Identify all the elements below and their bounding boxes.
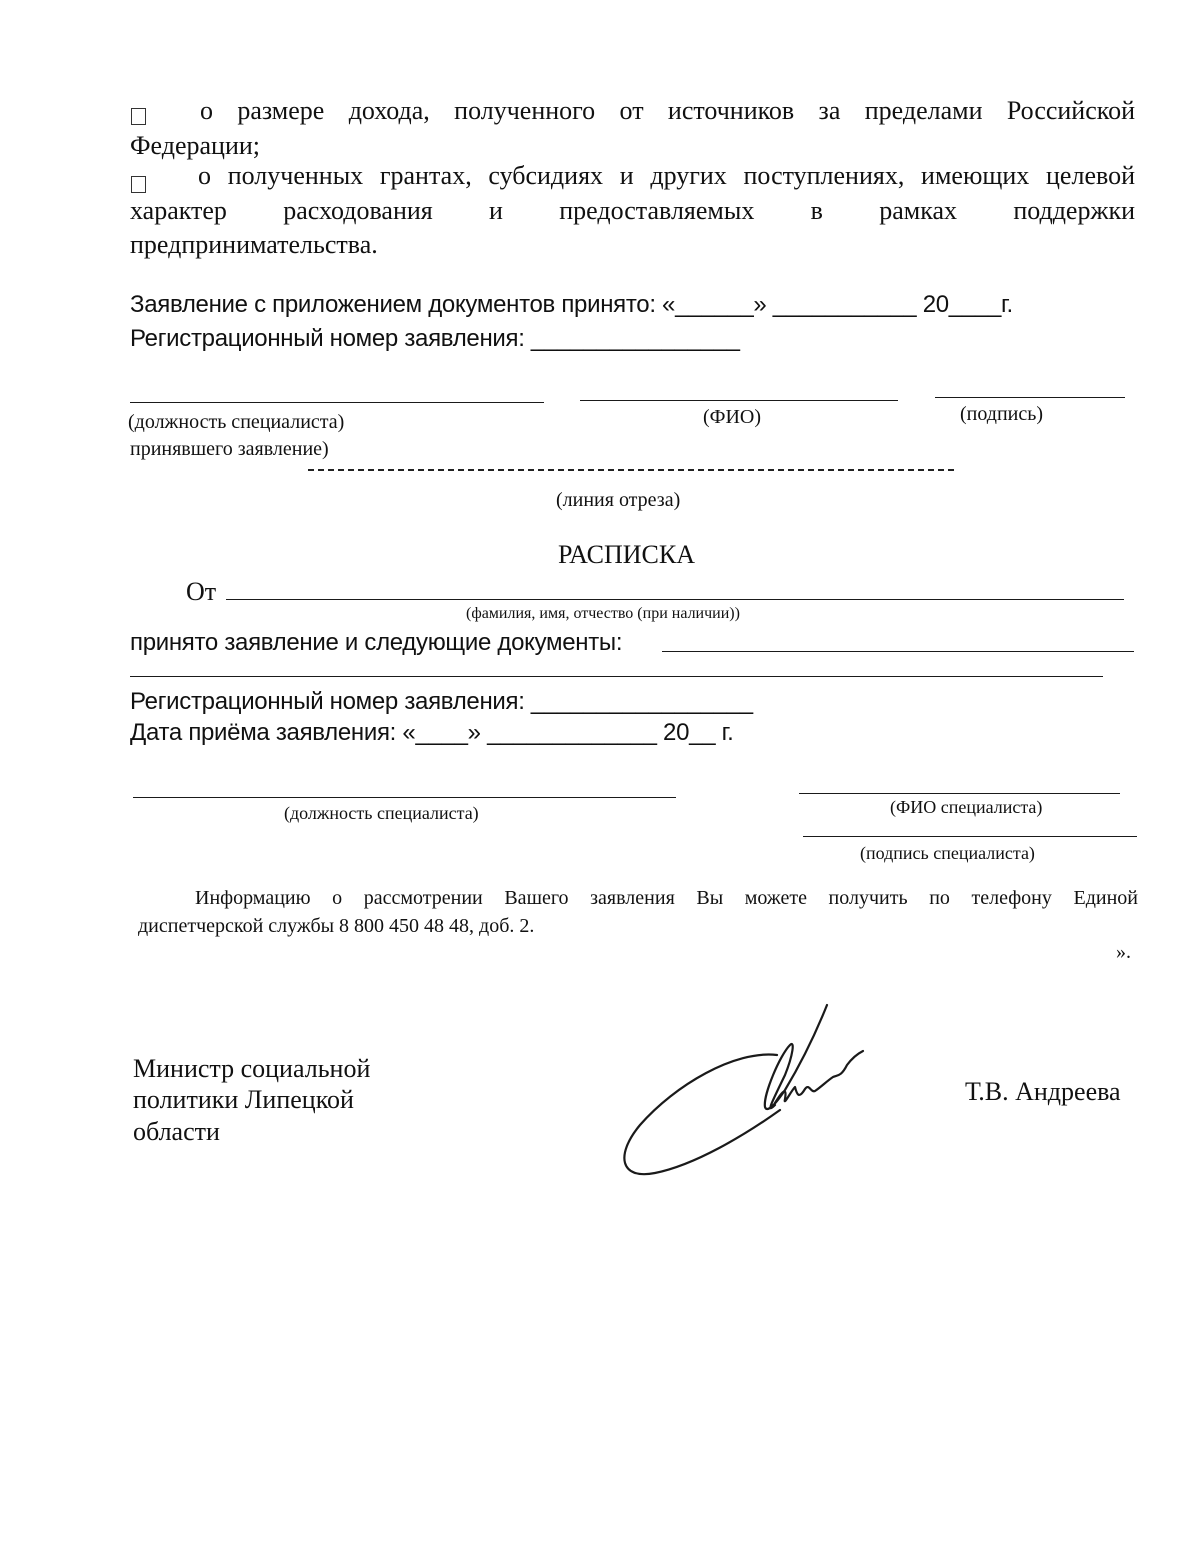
info-line-2: диспетчерской службы 8 800 450 48 48, доб. 2. bbox=[138, 915, 535, 937]
signer-title-line-2: политики Липецкой bbox=[133, 1085, 354, 1114]
acceptance-reg-number-label: Регистрационный номер заявления: ________________ bbox=[130, 325, 740, 352]
signer-title-line-1: Министр социальной bbox=[133, 1054, 371, 1083]
checkbox-item-2[interactable] bbox=[131, 176, 146, 193]
accepted-label: Заявление с приложением документов принято: «______» ___________ 20____г. bbox=[130, 291, 1013, 318]
checklist-item-2-line-3: предпринимательства. bbox=[130, 230, 378, 259]
position-caption-line-1: (должность специалиста) bbox=[128, 411, 345, 433]
signer-name: Т.В. Андреева bbox=[965, 1077, 1121, 1106]
documents-line-2 bbox=[130, 676, 1103, 677]
checklist-item-1-line-1: о размере дохода, полученного от источников за пределами Российской bbox=[200, 96, 1135, 125]
receipt-fio-line bbox=[799, 793, 1120, 794]
receipt-title: РАСПИСКА bbox=[558, 540, 695, 569]
signer-title-line-3: области bbox=[133, 1117, 220, 1146]
receipt-signature-line bbox=[803, 836, 1137, 837]
info-line-1: Информацию о рассмотрении Вашего заявления Вы можете получить по телефону Единой bbox=[195, 887, 1138, 909]
receipt-fio-caption: (ФИО специалиста) bbox=[890, 797, 1043, 817]
handwritten-signature bbox=[615, 995, 875, 1185]
checklist-item-2-line-2: характер расходования и предоставляемых в рамках поддержки bbox=[130, 196, 1135, 225]
signature-caption: (подпись) bbox=[960, 403, 1044, 425]
fio-signature-line bbox=[580, 400, 898, 401]
closing-quote: ». bbox=[1116, 941, 1131, 963]
signature-line bbox=[935, 397, 1125, 398]
receipt-date-label: Дата приёма заявления: «____» _____________ 20__ г. bbox=[130, 719, 734, 746]
documents-line-1 bbox=[662, 651, 1134, 652]
receipt-position-caption: (должность специалиста) bbox=[284, 803, 479, 823]
fio-caption: (ФИО) bbox=[703, 406, 762, 428]
checklist-item-1-line-2: Федерации; bbox=[130, 131, 261, 160]
checklist-item-2-line-1: о полученных грантах, субсидиях и других поступлениях, имеющих целевой bbox=[198, 161, 1135, 190]
from-label: От bbox=[186, 577, 217, 606]
cut-line bbox=[308, 469, 954, 471]
position-signature-line bbox=[130, 402, 544, 403]
cut-line-caption: (линия отреза) bbox=[556, 489, 681, 511]
from-name-line bbox=[226, 599, 1124, 600]
receipt-position-line bbox=[133, 797, 676, 798]
position-caption-line-2: принявшего заявление) bbox=[130, 438, 329, 460]
receipt-signature-caption: (подпись специалиста) bbox=[860, 843, 1035, 863]
checkbox-item-1[interactable] bbox=[131, 108, 146, 125]
receipt-reg-number-label: Регистрационный номер заявления: _________________ bbox=[130, 688, 753, 715]
documents-label: принято заявление и следующие документы: bbox=[130, 629, 623, 656]
from-caption: (фамилия, имя, отчество (при наличии)) bbox=[466, 605, 740, 622]
